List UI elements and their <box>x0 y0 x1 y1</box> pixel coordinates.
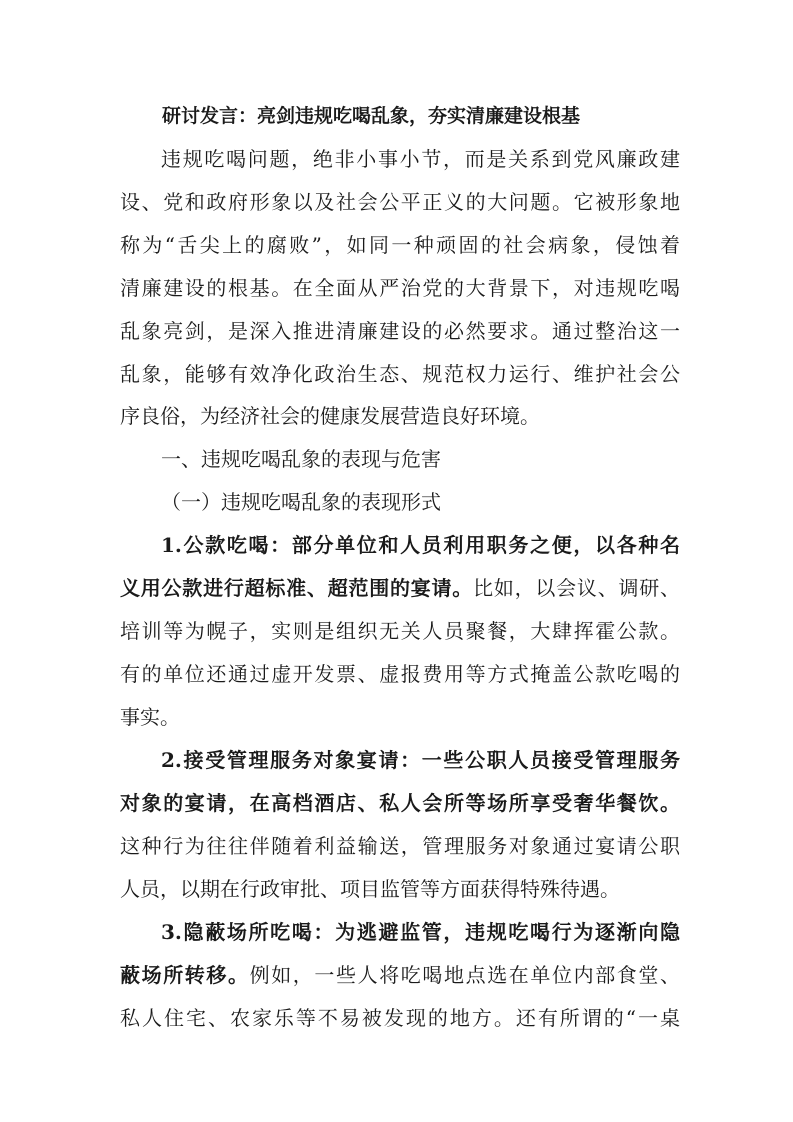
subsection-heading-1: （一）违规吃喝乱象的表现形式 <box>161 490 441 514</box>
item3-rest-text: 例如，一些人将吃喝地点选在单位内部食堂、 <box>249 963 681 987</box>
item2-line-4: 人员，以期在行政审批、项目监管等方面获得特殊待遇。 <box>120 877 620 901</box>
para1-line-4: 清廉建设的根基。在全面从严治党的大背景下，对违规吃喝 <box>120 276 680 300</box>
item3-line-3: 私人住宅、农家乐等不易被发现的地方。还有所谓的“一桌 <box>120 1006 680 1030</box>
item1-line-1: 1.公款吃喝：部分单位和人员利用职务之便，以各种名 <box>161 533 680 557</box>
para1-line-1: 违规吃喝问题，绝非小事小节，而是关系到党风廉政建 <box>161 147 680 171</box>
para1-line-3: 称为“舌尖上的腐败”，如同一种顽固的社会病象，侵蚀着 <box>120 233 680 257</box>
para1-line-6: 乱象，能够有效净化政治生态、规范权力运行、维护社会公 <box>120 362 680 386</box>
item2-line-2: 对象的宴请，在高档酒店、私人会所等场所享受奢华餐饮。 <box>120 791 680 815</box>
item1-bold-text: 义用公款进行超标准、超范围的宴请。 <box>120 576 474 600</box>
item3-line-1: 3.隐蔽场所吃喝：为逃避监管，违规吃喝行为逐渐向隐 <box>161 920 680 944</box>
section-heading-1: 一、违规吃喝乱象的表现与危害 <box>161 447 441 471</box>
para1-line-5: 乱象亮剑，是深入推进清廉建设的必然要求。通过整治这一 <box>120 319 680 343</box>
item2-line-3: 这种行为往往伴随着利益输送，管理服务对象通过宴请公职 <box>120 834 680 858</box>
document-title: 研讨发言：亮剑违规吃喝乱象，夯实清廉建设根基 <box>162 105 581 127</box>
item1-rest-text: 比如，以会议、调研、 <box>473 576 681 600</box>
item1-line-4: 有的单位还通过虚开发票、虚报费用等方式掩盖公款吃喝的 <box>120 662 680 686</box>
item3-bold-text: 蔽场所转移。 <box>120 963 250 987</box>
item1-line-2 <box>120 572 680 604</box>
para1-line-2: 设、党和政府形象以及社会公平正义的大问题。它被形象地 <box>120 190 680 214</box>
item2-line-1: 2.接受管理服务对象宴请：一些公职人员接受管理服务 <box>161 748 680 772</box>
para1-line-7: 序良俗，为经济社会的健康发展营造良好环境。 <box>120 404 540 428</box>
item1-line-5: 事实。 <box>120 705 180 729</box>
item1-line-3: 培训等为幌子，实则是组织无关人员聚餐，大肆挥霍公款。 <box>120 619 680 643</box>
item3-line-2 <box>120 959 680 991</box>
